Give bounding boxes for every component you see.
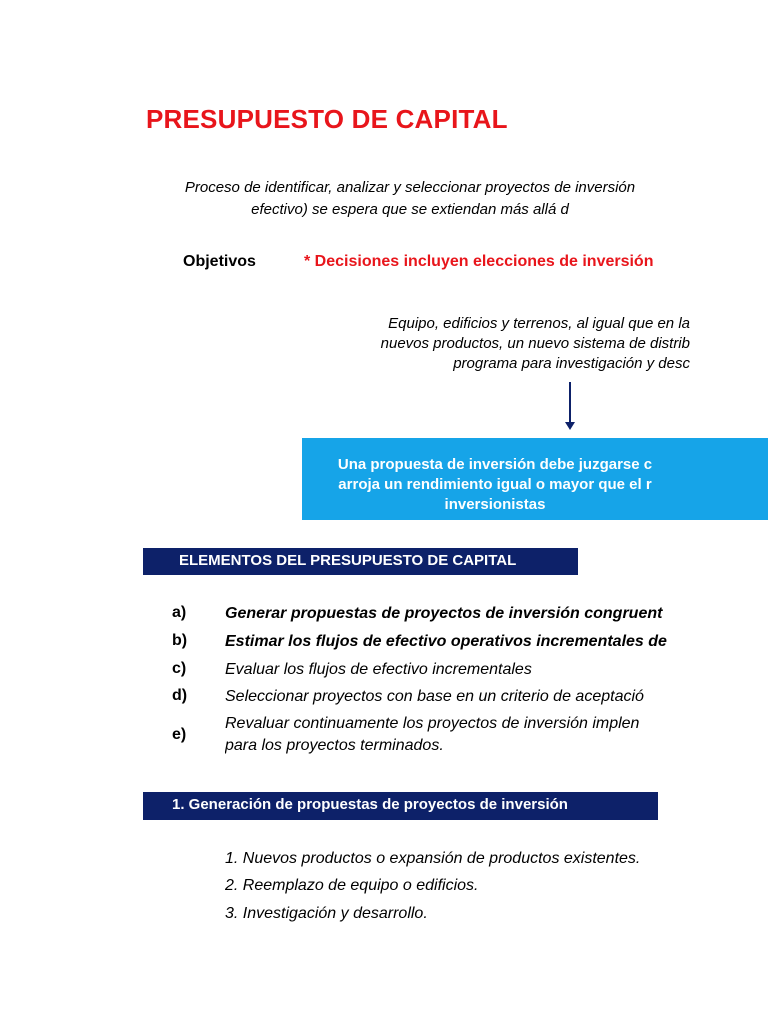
section1-item-3: 3. Investigación y desarrollo.	[225, 905, 428, 922]
objectives-label: Objetivos	[183, 253, 256, 270]
callout-line-1: Una propuesta de inversión debe juzgarse c	[337, 456, 653, 473]
callout-box	[302, 438, 768, 520]
section1-item-1: 1. Nuevos productos o expansión de productos existentes.	[225, 850, 641, 867]
element-text-a: Generar propuestas de proyectos de inversión congruent	[225, 605, 663, 622]
element-text-e: Revaluar continuamente los proyectos de inversión implen	[225, 715, 640, 732]
element-text-c: Evaluar los flujos de efectivo incrementales	[225, 661, 532, 678]
examples-line-3: programa para investigación y desc	[453, 355, 690, 372]
section1-header	[143, 792, 658, 820]
intro-line-1: Proceso de identificar, analizar y seleccionar proyectos de inversión	[184, 179, 636, 196]
callout-line-3: inversionistas	[444, 496, 546, 513]
elements-header	[143, 548, 578, 575]
element-text-e-line-2: para los proyectos terminados.	[225, 737, 444, 754]
intro-line-2: efectivo) se espera que se extiendan más allá d	[251, 201, 569, 218]
page-title: PRESUPUESTO DE CAPITAL	[146, 104, 508, 134]
elements-header-label: ELEMENTOS DEL PRESUPUESTO DE CAPITAL	[179, 552, 517, 569]
element-letter-a: a)	[172, 604, 187, 621]
down-arrow-icon	[563, 382, 577, 432]
callout-line-2: arroja un rendimiento igual o mayor que el r	[338, 476, 652, 493]
examples-line-2: nuevos productos, un nuevo sistema de distrib	[380, 335, 690, 352]
element-letter-e: e)	[172, 726, 187, 743]
examples-line-1: Equipo, edificios y terrenos, al igual que en la	[388, 315, 690, 332]
element-letter-b: b)	[172, 632, 188, 649]
element-text-b: Estimar los flujos de efectivo operativos incrementales de	[225, 633, 667, 650]
element-letter-d: d)	[172, 687, 188, 704]
section1-header-label: 1. Generación de propuestas de proyectos de inversión	[172, 796, 568, 813]
element-letter-c: c)	[172, 660, 187, 677]
section1-item-2: 2. Reemplazo de equipo o edificios.	[225, 877, 479, 894]
element-text-d: Seleccionar proyectos con base en un criterio de aceptació	[225, 688, 644, 705]
objectives-text: * Decisiones incluyen elecciones de inversión	[304, 253, 654, 270]
